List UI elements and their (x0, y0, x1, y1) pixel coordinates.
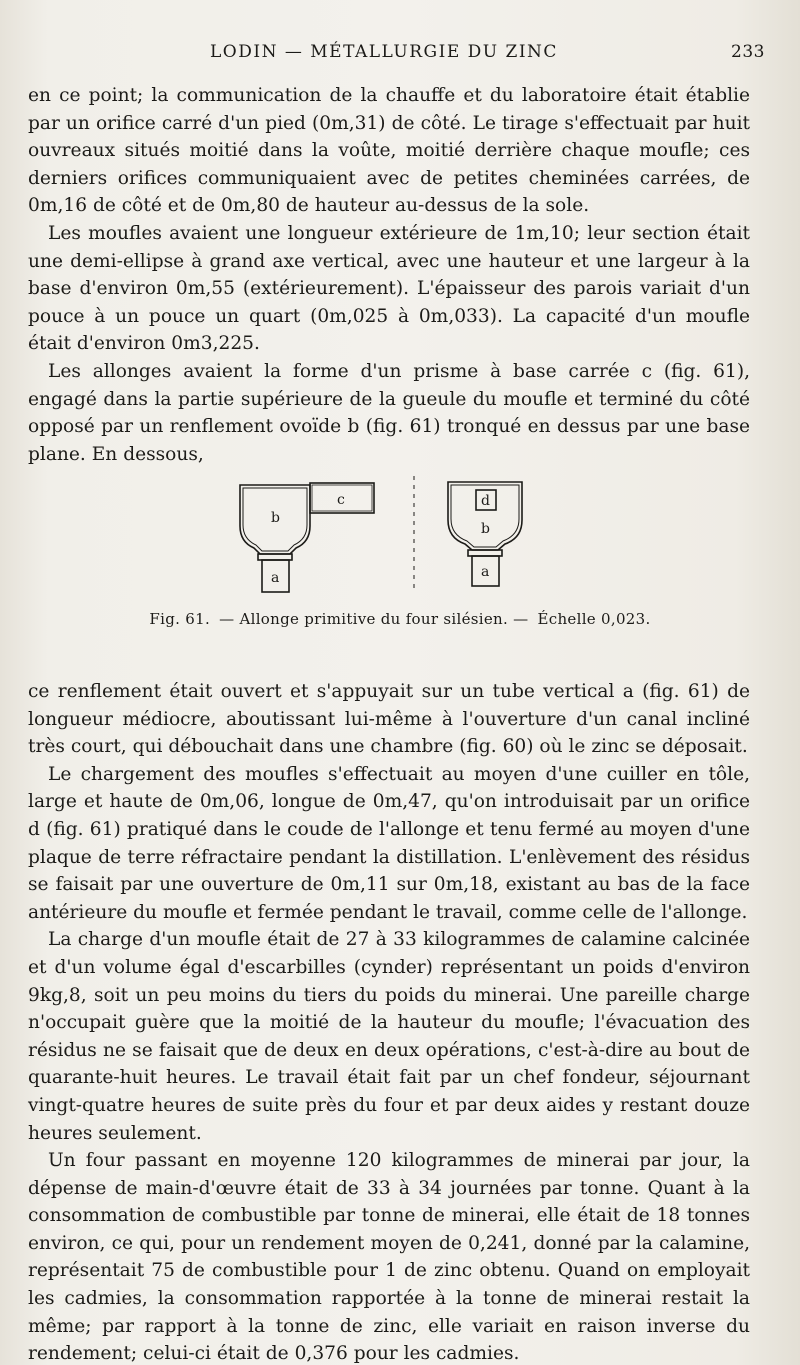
figure-61 (0, 470, 800, 660)
text-block-bottom (28, 678, 750, 1365)
label-left-c: c (337, 492, 345, 508)
label-right-b: b (481, 521, 490, 537)
paragraph: Les moufles avaient une longueur extérieure de 1m,10; leur section était une demi-ellipse à grand axe vertical, avec une hauteur et une largeur à la base d'environ 0m,55 (extérieurement). L'épaisseur des parois variait d'un pouce à un pouce un quart (0m,025 à 0m,033). La capacité d'un moufle était d'environ 0m3,225. (28, 222, 750, 355)
figure-drawing (0, 470, 800, 610)
label-right-a: a (481, 564, 490, 580)
caption-fig-number: Fig. 61. (149, 610, 211, 628)
caption-text: — Allonge primitive du four silésien. — (219, 610, 529, 628)
page-number: 233 (731, 42, 765, 62)
paragraph: Les allonges avaient la forme d'un prisme à base carrée c (fig. 61), engagé dans la partie supérieure de la gueule du moufle et terminé du côté opposé par un renflement ovoïde b (fig. 61) tronqué en dessus par une base plane. En dessous, (28, 360, 750, 465)
paragraph: ce renflement était ouvert et s'appuyait sur un tube vertical a (fig. 61) de longueur médiocre, aboutissant lui-même à l'ouverture d'un canal incliné très court, qui débouchait dans une chambre (fig. 60) où le zinc se déposait. (28, 681, 750, 758)
paragraph: Un four passant en moyenne 120 kilogrammes de minerai par jour, la dépense de main-d'œuvre était de 33 à 34 journées par tonne. Quant à la consommation de combustible par tonne de minerai, elle était de 18 tonnes environ, ce qui, pour un rendement moyen de 0,241, donné par la calamine, représentait 75 de combustible pour 1 de zinc obtenu. Quand on employait les cadmies, la consommation rapportée à la tonne de minerai restait la même; par rapport à la tonne de zinc, elle variait en raison inverse du rendement; celui-ci était de 0,376 pour les cadmies. (28, 1150, 750, 1365)
right-collar (468, 550, 502, 556)
label-left-b: b (271, 510, 280, 526)
paragraph: Le chargement des moufles s'effectuait au moyen d'une cuiller en tôle, large et haute de 0m,06, longue de 0m,47, qu'on introduisait par un orifice d (fig. 61) pratiqué dans le coude de l'allonge et tenu fermé au moyen d'une plaque de terre réfractaire pendant la distillation. L'enlèvement des résidus se faisait par une ouverture de 0m,11 sur 0m,18, existant au bas de la face antérieure du moufle et fermée pendant le travail, comme celle de l'allonge. (28, 763, 750, 923)
figure-caption (0, 610, 800, 628)
paragraph: en ce point; la communication de la chauffe et du laboratoire était établie par un orifice carré d'un pied (0m,31) de côté. Le tirage s'effectuait par huit ouvreaux situés moitié dans la voûte, moitié derrière chaque moufle; ces derniers orifices communiquaient avec de petites cheminées carrées, de 0m,16 de côté et de 0m,80 de hauteur au-dessus de la sole. (28, 85, 750, 217)
running-title: LODIN — MÉTALLURGIE DU ZINC (210, 42, 558, 62)
label-left-a: a (271, 570, 280, 586)
paragraph: La charge d'un moufle était de 27 à 33 kilogrammes de calamine calcinée et d'un volume égal d'escarbilles (cynder) représentant un poids d'environ 9kg,8, soit un peu moins du tiers du poids du minerai. Une pareille charge n'occupait guère que la moitié de la hauteur du moufle; l'évacuation des résidus ne se faisait que de deux en deux opérations, c'est-à-dire au bout de quarante-huit heures. Le travail était fait par un chef fondeur, séjournant vingt-quatre heures de suite près du four et par deux aides y restant douze heures seulement. (28, 929, 750, 1144)
caption-scale: Échelle 0,023. (537, 610, 651, 628)
running-header (40, 42, 765, 68)
left-collar (258, 554, 292, 560)
label-right-d: d (481, 493, 490, 509)
text-block-top (28, 82, 750, 468)
